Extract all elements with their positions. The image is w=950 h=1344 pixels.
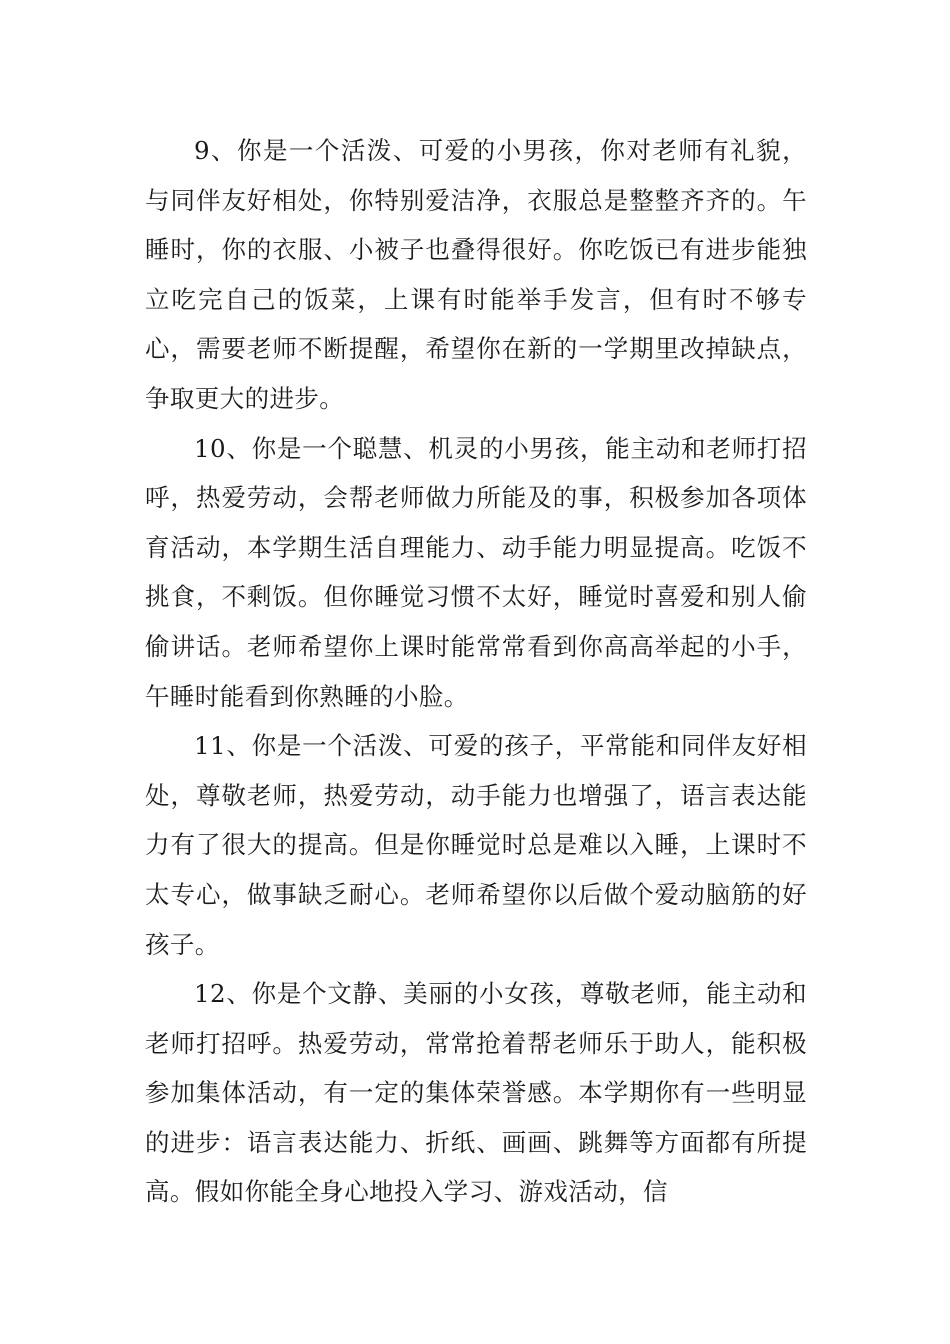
paragraph-12: 12、你是个文静、美丽的小女孩，尊敬老师，能主动和老师打招呼。热爱劳动，常常抢着帮老师乐于助人，能积极参加集体活动，有一定的集体荣誉感。本学期你有一些明显的进步：语言表达能力、折纸、画画、跳舞等方面都有所提高。假如你能全身心地投入学习、游戏活动，信 (145, 979, 807, 1207)
paragraph-10: 10、你是一个聪慧、机灵的小男孩，能主动和老师打招呼，热爱劳动，会帮老师做力所能及的事，积极参加各项体育活动，本学期生活自理能力、动手能力明显提高。吃饭不挑食，不剩饭。但你睡觉习惯不太好，睡觉时喜爱和别人偷偷讲话。老师希望你上课时能常常看到你高高举起的小手，午睡时能看到你熟睡的小脸。 (145, 433, 807, 711)
paragraph-11: 11、你是一个活泼、可爱的孩子，平常能和同伴友好相处，尊敬老师，热爱劳动，动手能力也增强了，语言表达能力有了很大的提高。但是你睡觉时总是难以入睡，上课时不太专心，做事缺乏耐心。老师希望你以后做个爱动脑筋的好孩子。 (145, 731, 807, 959)
paragraph-9: 9、你是一个活泼、可爱的小男孩，你对老师有礼貌，与同伴友好相处，你特别爱洁净，衣服总是整整齐齐的。午睡时，你的衣服、小被子也叠得很好。你吃饭已有进步能独立吃完自己的饭菜，上课有时能举手发言，但有时不够专心，需要老师不断提醒，希望你在新的一学期里改掉缺点，争取更大的进步。 (145, 136, 807, 413)
document-page (145, 126, 807, 1217)
